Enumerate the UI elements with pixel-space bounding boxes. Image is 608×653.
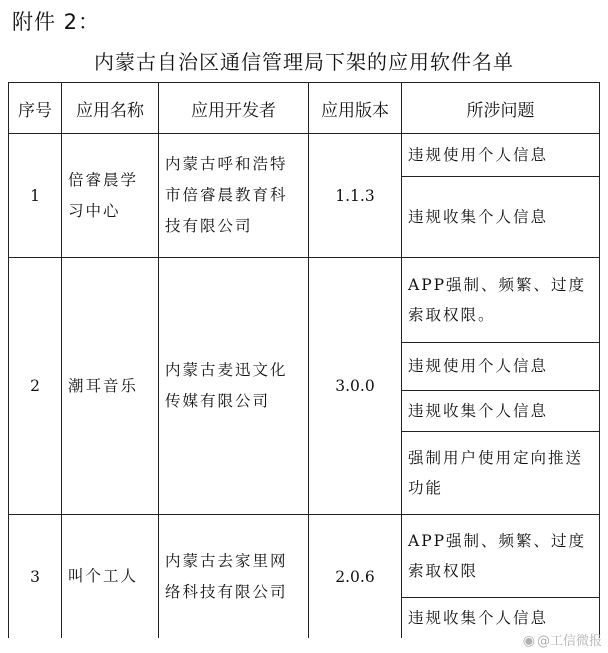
col-header-no: 序号 xyxy=(9,83,62,134)
col-header-app-name: 应用名称 xyxy=(62,83,159,134)
app-name: 潮耳音乐 xyxy=(62,258,159,515)
table-row xyxy=(9,515,600,598)
table-row xyxy=(9,134,600,177)
developer-name: 内蒙古呼和浩特市倍睿晨教育科技有限公司 xyxy=(159,134,309,258)
issue-item: 强制用户使用定向推送功能 xyxy=(402,432,600,515)
row-number: 1 xyxy=(9,134,62,258)
developer-name: 内蒙古去家里网络科技有限公司 xyxy=(159,515,309,639)
issue-item: APP强制、频繁、过度索取权限。 xyxy=(402,258,600,343)
issue-item: 违规使用个人信息 xyxy=(402,134,600,177)
issue-item: 违规收集个人信息 xyxy=(402,598,600,639)
app-version: 1.1.3 xyxy=(309,134,402,258)
table-header-row xyxy=(9,83,600,134)
row-number: 3 xyxy=(9,515,62,639)
app-list-table xyxy=(8,82,600,638)
col-header-developer: 应用开发者 xyxy=(159,83,309,134)
weibo-logo-icon: ◉ xyxy=(522,633,535,649)
developer-name: 内蒙古麦迅文化传媒有限公司 xyxy=(159,258,309,515)
app-name: 倍睿晨学习中心 xyxy=(62,134,159,258)
watermark-text: @工信微报 xyxy=(536,634,602,649)
col-header-issues: 所涉问题 xyxy=(402,83,600,134)
issue-item: APP强制、频繁、过度索取权限 xyxy=(402,515,600,598)
col-header-version: 应用版本 xyxy=(309,83,402,134)
row-number: 2 xyxy=(9,258,62,515)
issue-item: 违规收集个人信息 xyxy=(402,391,600,432)
document-title: 内蒙古自治区通信管理局下架的应用软件名单 xyxy=(94,50,514,74)
attachment-label: 附件 2： xyxy=(12,10,101,34)
table-row xyxy=(9,258,600,343)
app-version: 2.0.6 xyxy=(309,515,402,639)
app-version: 3.0.0 xyxy=(309,258,402,515)
issue-item: 违规使用个人信息 xyxy=(402,343,600,391)
watermark xyxy=(523,630,602,649)
issue-item: 违规收集个人信息 xyxy=(402,177,600,258)
app-name: 叫个工人 xyxy=(62,515,159,639)
